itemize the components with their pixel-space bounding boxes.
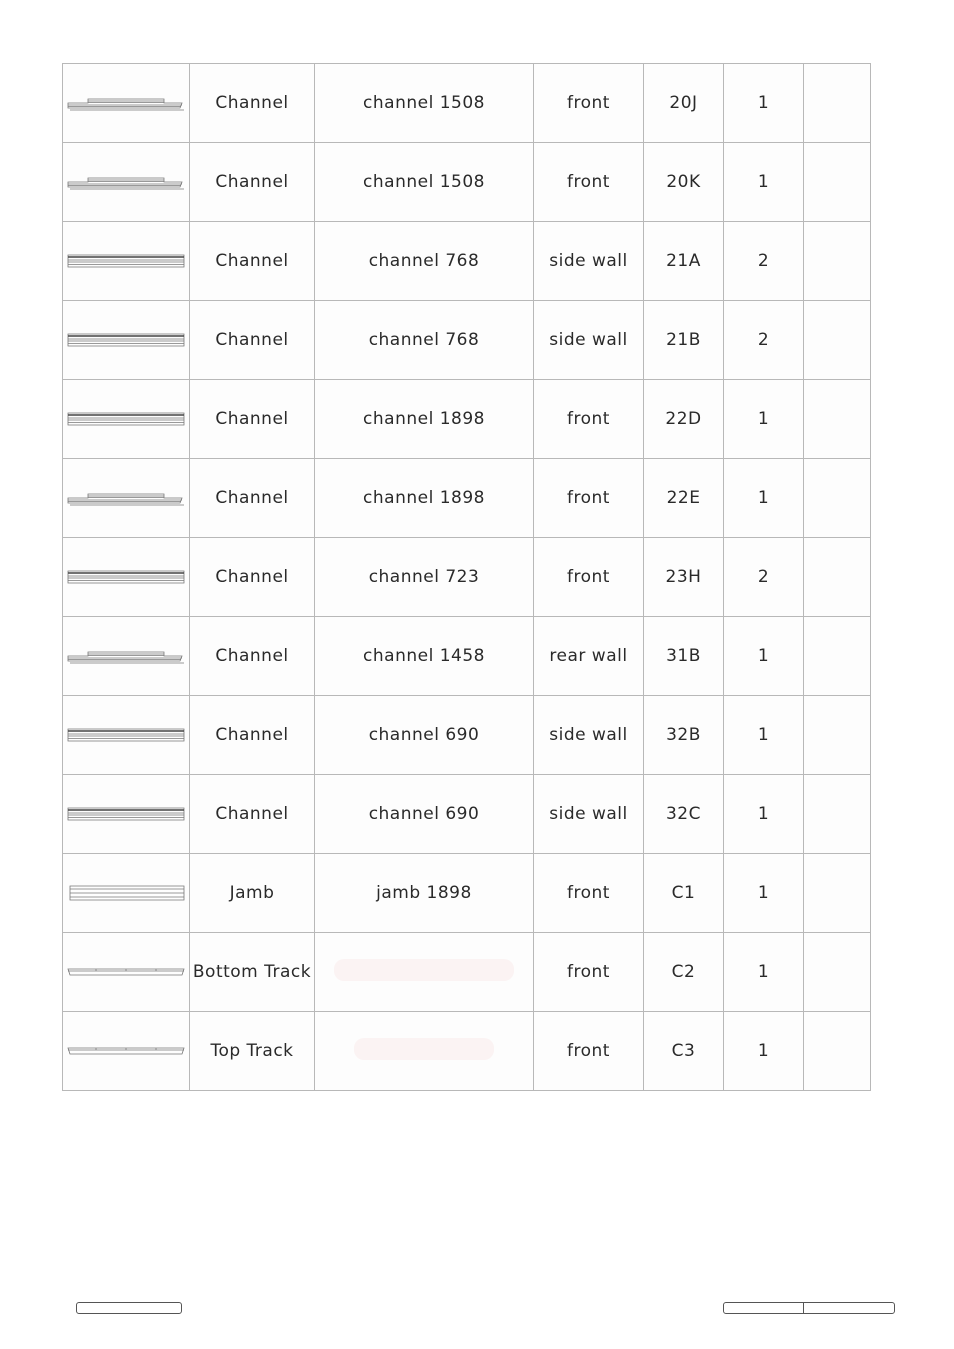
location-cell: side wall xyxy=(534,775,644,854)
part-image-cell xyxy=(63,143,190,222)
part-image-cell xyxy=(63,380,190,459)
part-image-cell xyxy=(63,696,190,775)
part-image-cell xyxy=(63,538,190,617)
part-name-cell: channel 1898 xyxy=(315,380,534,459)
flat-channel-icon xyxy=(63,564,189,590)
location-cell: front xyxy=(534,64,644,143)
part-type-cell: Top Track xyxy=(190,1012,315,1091)
redacted-text xyxy=(354,1038,494,1060)
part-image-cell xyxy=(63,222,190,301)
table-row xyxy=(63,933,871,1012)
part-code-cell: 22D xyxy=(644,380,724,459)
location-cell: front xyxy=(534,538,644,617)
part-name-cell: channel 690 xyxy=(315,775,534,854)
table-row xyxy=(63,775,871,854)
notes-cell xyxy=(804,775,871,854)
stepped-channel-icon xyxy=(63,485,189,511)
part-code-cell: C1 xyxy=(644,854,724,933)
table-row xyxy=(63,459,871,538)
quantity-cell: 1 xyxy=(724,617,804,696)
flat-channel-icon xyxy=(63,722,189,748)
table-row xyxy=(63,1012,871,1091)
quantity-cell: 1 xyxy=(724,933,804,1012)
table-row xyxy=(63,538,871,617)
notes-cell xyxy=(804,301,871,380)
part-name-cell: channel 768 xyxy=(315,222,534,301)
location-cell: front xyxy=(534,143,644,222)
part-image-cell xyxy=(63,1012,190,1091)
part-code-cell: 23H xyxy=(644,538,724,617)
location-cell: front xyxy=(534,459,644,538)
location-cell: front xyxy=(534,933,644,1012)
part-code-cell: 21B xyxy=(644,301,724,380)
part-type-cell: Channel xyxy=(190,775,315,854)
parts-table xyxy=(62,63,871,1091)
part-name-cell xyxy=(315,1012,534,1091)
quantity-cell: 2 xyxy=(724,301,804,380)
location-cell: rear wall xyxy=(534,617,644,696)
quantity-cell: 1 xyxy=(724,1012,804,1091)
redacted-text xyxy=(334,959,514,981)
quantity-cell: 2 xyxy=(724,538,804,617)
part-type-cell: Channel xyxy=(190,538,315,617)
location-cell: side wall xyxy=(534,222,644,301)
notes-cell xyxy=(804,143,871,222)
part-name-cell: jamb 1898 xyxy=(315,854,534,933)
footer-right-box xyxy=(723,1302,895,1314)
notes-cell xyxy=(804,459,871,538)
notes-cell xyxy=(804,380,871,459)
notes-cell xyxy=(804,617,871,696)
track-icon xyxy=(63,959,189,985)
part-code-cell: 20J xyxy=(644,64,724,143)
part-image-cell xyxy=(63,617,190,696)
part-image-cell xyxy=(63,933,190,1012)
part-code-cell: 22E xyxy=(644,459,724,538)
location-cell: side wall xyxy=(534,301,644,380)
flat-channel-icon xyxy=(63,248,189,274)
parts-table-body xyxy=(63,64,871,1091)
stepped-channel-icon xyxy=(63,90,189,116)
part-name-cell: channel 1508 xyxy=(315,64,534,143)
table-row xyxy=(63,380,871,459)
jamb-icon xyxy=(63,880,189,906)
notes-cell xyxy=(804,222,871,301)
stepped-channel-icon xyxy=(63,643,189,669)
location-cell: side wall xyxy=(534,696,644,775)
notes-cell xyxy=(804,933,871,1012)
part-code-cell: 20K xyxy=(644,143,724,222)
part-code-cell: 21A xyxy=(644,222,724,301)
part-image-cell xyxy=(63,301,190,380)
part-name-cell: channel 1458 xyxy=(315,617,534,696)
location-cell: front xyxy=(534,380,644,459)
table-row xyxy=(63,854,871,933)
location-cell: front xyxy=(534,854,644,933)
location-cell: front xyxy=(534,1012,644,1091)
part-type-cell: Channel xyxy=(190,617,315,696)
flat-channel-icon xyxy=(63,327,189,353)
quantity-cell: 1 xyxy=(724,380,804,459)
part-code-cell: C3 xyxy=(644,1012,724,1091)
quantity-cell: 1 xyxy=(724,64,804,143)
part-type-cell: Channel xyxy=(190,459,315,538)
part-name-cell: channel 690 xyxy=(315,696,534,775)
table-row xyxy=(63,143,871,222)
part-image-cell xyxy=(63,459,190,538)
stepped-channel-icon xyxy=(63,169,189,195)
part-code-cell: 32B xyxy=(644,696,724,775)
part-type-cell: Channel xyxy=(190,64,315,143)
quantity-cell: 1 xyxy=(724,775,804,854)
table-row xyxy=(63,64,871,143)
part-image-cell xyxy=(63,64,190,143)
table-row xyxy=(63,696,871,775)
quantity-cell: 2 xyxy=(724,222,804,301)
quantity-cell: 1 xyxy=(724,854,804,933)
notes-cell xyxy=(804,696,871,775)
part-code-cell: 31B xyxy=(644,617,724,696)
part-type-cell: Channel xyxy=(190,222,315,301)
part-type-cell: Jamb xyxy=(190,854,315,933)
table-row xyxy=(63,617,871,696)
part-name-cell: channel 1898 xyxy=(315,459,534,538)
part-image-cell xyxy=(63,775,190,854)
track-icon xyxy=(63,1038,189,1064)
flat-channel-icon xyxy=(63,801,189,827)
table-row xyxy=(63,301,871,380)
flat-channel-icon xyxy=(63,406,189,432)
part-image-cell xyxy=(63,854,190,933)
footer-left-box xyxy=(76,1302,182,1314)
table-row xyxy=(63,222,871,301)
quantity-cell: 1 xyxy=(724,143,804,222)
notes-cell xyxy=(804,1012,871,1091)
part-code-cell: C2 xyxy=(644,933,724,1012)
part-type-cell: Channel xyxy=(190,696,315,775)
quantity-cell: 1 xyxy=(724,459,804,538)
quantity-cell: 1 xyxy=(724,696,804,775)
part-type-cell: Channel xyxy=(190,380,315,459)
part-name-cell: channel 768 xyxy=(315,301,534,380)
part-type-cell: Channel xyxy=(190,143,315,222)
notes-cell xyxy=(804,854,871,933)
part-type-cell: Bottom Track xyxy=(190,933,315,1012)
part-name-cell: channel 1508 xyxy=(315,143,534,222)
notes-cell xyxy=(804,64,871,143)
part-name-cell: channel 723 xyxy=(315,538,534,617)
part-name-cell xyxy=(315,933,534,1012)
part-code-cell: 32C xyxy=(644,775,724,854)
notes-cell xyxy=(804,538,871,617)
part-type-cell: Channel xyxy=(190,301,315,380)
